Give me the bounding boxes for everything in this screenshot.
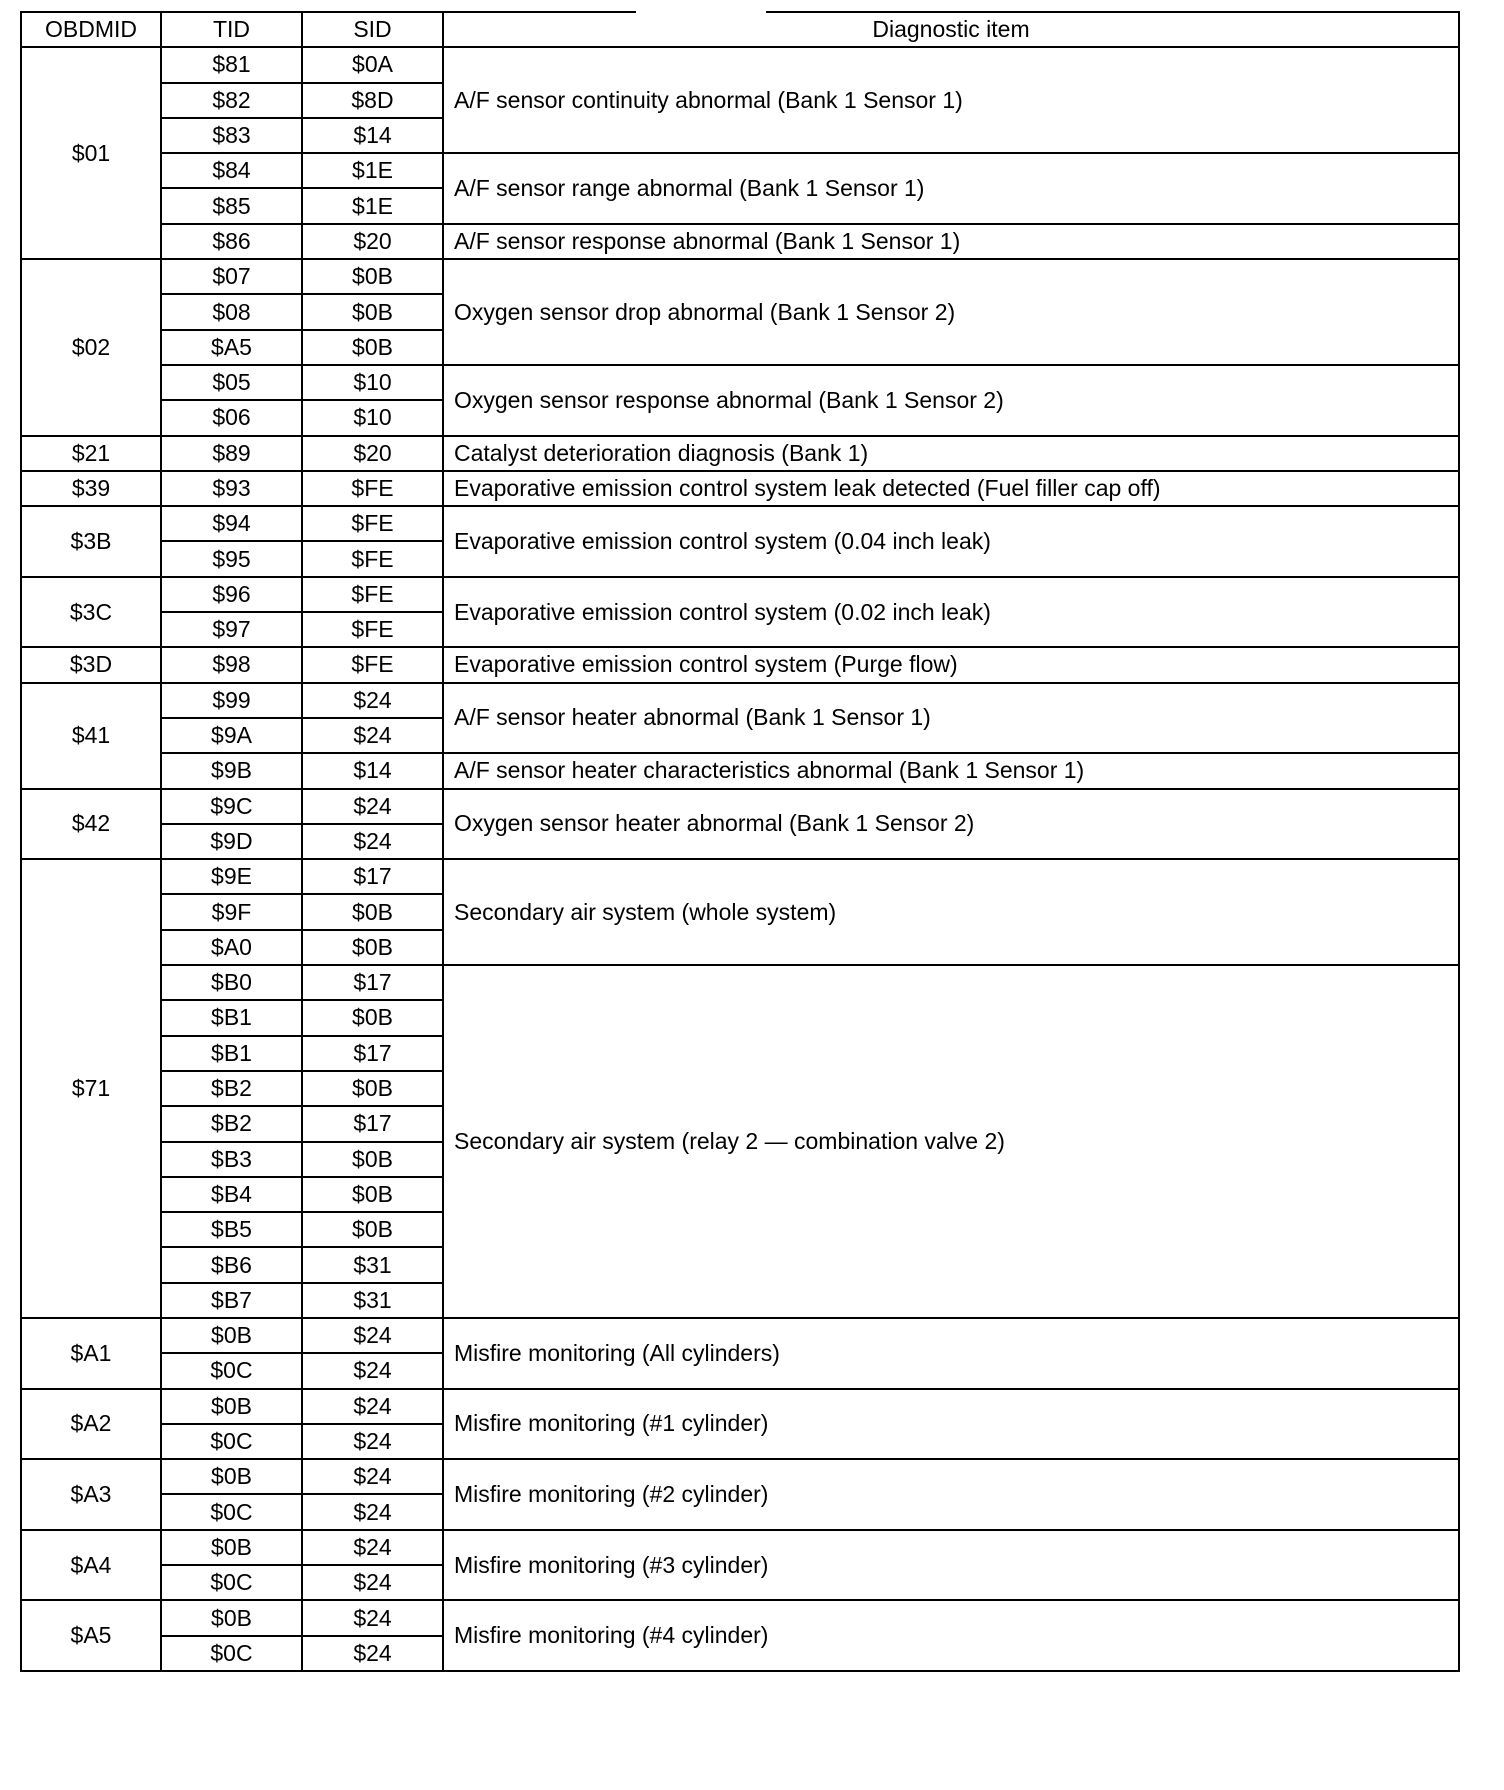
obdmid-cell: $3D: [21, 647, 161, 682]
sid-cell: $24: [302, 824, 443, 859]
sid-cell: $17: [302, 1036, 443, 1071]
sid-cell: $31: [302, 1247, 443, 1282]
diagnostic-item-cell: Evaporative emission control system (Purge flow): [443, 647, 1459, 682]
sid-cell: $0B: [302, 294, 443, 329]
tid-cell: $97: [161, 612, 302, 647]
tid-cell: $B5: [161, 1212, 302, 1247]
sid-cell: $24: [302, 1389, 443, 1424]
sid-cell: $24: [302, 1459, 443, 1494]
sid-cell: $24: [302, 1318, 443, 1353]
diagnostic-item-cell: Evaporative emission control system (0.02 inch leak): [443, 577, 1459, 648]
tid-cell: $93: [161, 471, 302, 506]
table-row: [21, 471, 1459, 506]
diagnostic-item-cell: Misfire monitoring (#4 cylinder): [443, 1600, 1459, 1671]
tid-cell: $06: [161, 400, 302, 435]
tid-cell: $84: [161, 153, 302, 188]
diagnostic-table: [20, 11, 1460, 1672]
obdmid-cell: $A2: [21, 1389, 161, 1460]
obdmid-cell: $A3: [21, 1459, 161, 1530]
table-row: [21, 259, 1459, 294]
tid-cell: $9A: [161, 718, 302, 753]
sid-cell: $14: [302, 118, 443, 153]
sid-cell: $17: [302, 1106, 443, 1141]
table-row: [21, 683, 1459, 718]
tid-cell: $9E: [161, 859, 302, 894]
diagnostic-item-cell: Evaporative emission control system leak detected (Fuel filler cap off): [443, 471, 1459, 506]
obdmid-cell: $3B: [21, 506, 161, 577]
tid-cell: $96: [161, 577, 302, 612]
sid-cell: $24: [302, 1353, 443, 1388]
table-row: [21, 1389, 1459, 1424]
table-row: [21, 1318, 1459, 1353]
sid-cell: $24: [302, 1565, 443, 1600]
header-row: [21, 12, 1459, 47]
tid-cell: $0C: [161, 1424, 302, 1459]
sid-cell: $14: [302, 753, 443, 788]
sid-cell: $1E: [302, 188, 443, 223]
tid-cell: $9F: [161, 894, 302, 929]
sid-cell: $0B: [302, 330, 443, 365]
diagnostic-item-cell: Misfire monitoring (All cylinders): [443, 1318, 1459, 1389]
sid-cell: $0B: [302, 1071, 443, 1106]
sid-cell: $17: [302, 965, 443, 1000]
diagnostic-item-cell: A/F sensor continuity abnormal (Bank 1 Sensor 1): [443, 47, 1459, 153]
table-row: [21, 1459, 1459, 1494]
tid-cell: $B2: [161, 1106, 302, 1141]
tid-cell: $B7: [161, 1283, 302, 1318]
table-row: [21, 647, 1459, 682]
table-row: [21, 577, 1459, 612]
table-row: [21, 789, 1459, 824]
diagnostic-item-cell: Oxygen sensor heater abnormal (Bank 1 Sensor 2): [443, 789, 1459, 860]
tid-cell: $B4: [161, 1177, 302, 1212]
obdmid-cell: $A4: [21, 1530, 161, 1601]
table-row: [21, 47, 1459, 82]
table-row: [21, 153, 1459, 188]
tid-cell: $0B: [161, 1459, 302, 1494]
tid-cell: $86: [161, 224, 302, 259]
diagnostic-item-cell: Misfire monitoring (#1 cylinder): [443, 1389, 1459, 1460]
obdmid-cell: $42: [21, 789, 161, 860]
diagnostic-item-cell: A/F sensor response abnormal (Bank 1 Sensor 1): [443, 224, 1459, 259]
diagnostic-item-cell: A/F sensor heater abnormal (Bank 1 Sensor 1): [443, 683, 1459, 754]
tid-cell: $94: [161, 506, 302, 541]
tid-cell: $98: [161, 647, 302, 682]
table-row: [21, 224, 1459, 259]
sid-cell: $0B: [302, 259, 443, 294]
obdmid-cell: $21: [21, 436, 161, 471]
sid-cell: $10: [302, 365, 443, 400]
diagnostic-item-cell: A/F sensor range abnormal (Bank 1 Sensor 1): [443, 153, 1459, 224]
tid-cell: $9C: [161, 789, 302, 824]
tid-cell: $89: [161, 436, 302, 471]
sid-cell: $24: [302, 1530, 443, 1565]
sid-cell: $17: [302, 859, 443, 894]
tid-cell: $81: [161, 47, 302, 82]
tid-cell: $95: [161, 541, 302, 576]
sid-cell: $24: [302, 1600, 443, 1635]
obdmid-cell: $A5: [21, 1600, 161, 1671]
sid-cell: $0B: [302, 894, 443, 929]
header-border-gap: [636, 8, 766, 14]
sid-cell: $20: [302, 224, 443, 259]
header-obdmid: OBDMID: [21, 12, 161, 47]
diagnostic-item-cell: Secondary air system (relay 2 — combination valve 2): [443, 965, 1459, 1318]
sid-cell: $24: [302, 1636, 443, 1671]
sid-cell: $0B: [302, 1212, 443, 1247]
obdmid-cell: $A1: [21, 1318, 161, 1389]
sid-cell: $0B: [302, 930, 443, 965]
obdmid-cell: $39: [21, 471, 161, 506]
sid-cell: $10: [302, 400, 443, 435]
tid-cell: $0C: [161, 1494, 302, 1529]
sid-cell: $24: [302, 789, 443, 824]
sid-cell: $24: [302, 1494, 443, 1529]
obdmid-cell: $02: [21, 259, 161, 435]
diagnostic-item-cell: Misfire monitoring (#3 cylinder): [443, 1530, 1459, 1601]
tid-cell: $B2: [161, 1071, 302, 1106]
tid-cell: $0C: [161, 1636, 302, 1671]
tid-cell: $05: [161, 365, 302, 400]
table-header: [21, 12, 1459, 47]
table-row: [21, 859, 1459, 894]
tid-cell: $0B: [161, 1600, 302, 1635]
tid-cell: $0B: [161, 1530, 302, 1565]
table-body: [21, 47, 1459, 1671]
table-row: [21, 1600, 1459, 1635]
tid-cell: $99: [161, 683, 302, 718]
tid-cell: $08: [161, 294, 302, 329]
sid-cell: $0B: [302, 1142, 443, 1177]
diagnostic-item-cell: Oxygen sensor drop abnormal (Bank 1 Sensor 2): [443, 259, 1459, 365]
obdmid-cell: $71: [21, 859, 161, 1318]
tid-cell: $A0: [161, 930, 302, 965]
header-sid: SID: [302, 12, 443, 47]
diagnostic-item-cell: Oxygen sensor response abnormal (Bank 1 Sensor 2): [443, 365, 1459, 436]
tid-cell: $9D: [161, 824, 302, 859]
diagnostic-item-cell: Catalyst deterioration diagnosis (Bank 1): [443, 436, 1459, 471]
sid-cell: $FE: [302, 577, 443, 612]
sid-cell: $1E: [302, 153, 443, 188]
diagnostic-item-cell: A/F sensor heater characteristics abnormal (Bank 1 Sensor 1): [443, 753, 1459, 788]
sid-cell: $FE: [302, 471, 443, 506]
header-tid: TID: [161, 12, 302, 47]
obdmid-cell: $01: [21, 47, 161, 259]
sid-cell: $31: [302, 1283, 443, 1318]
tid-cell: $A5: [161, 330, 302, 365]
tid-cell: $0C: [161, 1353, 302, 1388]
sid-cell: $FE: [302, 541, 443, 576]
tid-cell: $82: [161, 83, 302, 118]
diagnostic-item-cell: Misfire monitoring (#2 cylinder): [443, 1459, 1459, 1530]
sid-cell: $FE: [302, 647, 443, 682]
tid-cell: $B1: [161, 1036, 302, 1071]
table-row: [21, 436, 1459, 471]
sid-cell: $0B: [302, 1177, 443, 1212]
table-row: [21, 365, 1459, 400]
sid-cell: $20: [302, 436, 443, 471]
tid-cell: $85: [161, 188, 302, 223]
diagnostic-item-cell: Evaporative emission control system (0.04 inch leak): [443, 506, 1459, 577]
sid-cell: $0A: [302, 47, 443, 82]
tid-cell: $0B: [161, 1318, 302, 1353]
tid-cell: $B0: [161, 965, 302, 1000]
table-row: [21, 965, 1459, 1000]
tid-cell: $83: [161, 118, 302, 153]
table-row: [21, 506, 1459, 541]
tid-cell: $07: [161, 259, 302, 294]
tid-cell: $B3: [161, 1142, 302, 1177]
obdmid-cell: $3C: [21, 577, 161, 648]
header-diagnostic-item: Diagnostic item: [443, 12, 1459, 47]
table-row: [21, 753, 1459, 788]
sid-cell: $FE: [302, 506, 443, 541]
table-row: [21, 1530, 1459, 1565]
tid-cell: $0B: [161, 1389, 302, 1424]
diagnostic-item-cell: Secondary air system (whole system): [443, 859, 1459, 965]
tid-cell: $0C: [161, 1565, 302, 1600]
tid-cell: $9B: [161, 753, 302, 788]
tid-cell: $B1: [161, 1000, 302, 1035]
sid-cell: $FE: [302, 612, 443, 647]
sid-cell: $24: [302, 683, 443, 718]
sid-cell: $24: [302, 1424, 443, 1459]
sid-cell: $24: [302, 718, 443, 753]
obdmid-cell: $41: [21, 683, 161, 789]
sid-cell: $0B: [302, 1000, 443, 1035]
sid-cell: $8D: [302, 83, 443, 118]
tid-cell: $B6: [161, 1247, 302, 1282]
